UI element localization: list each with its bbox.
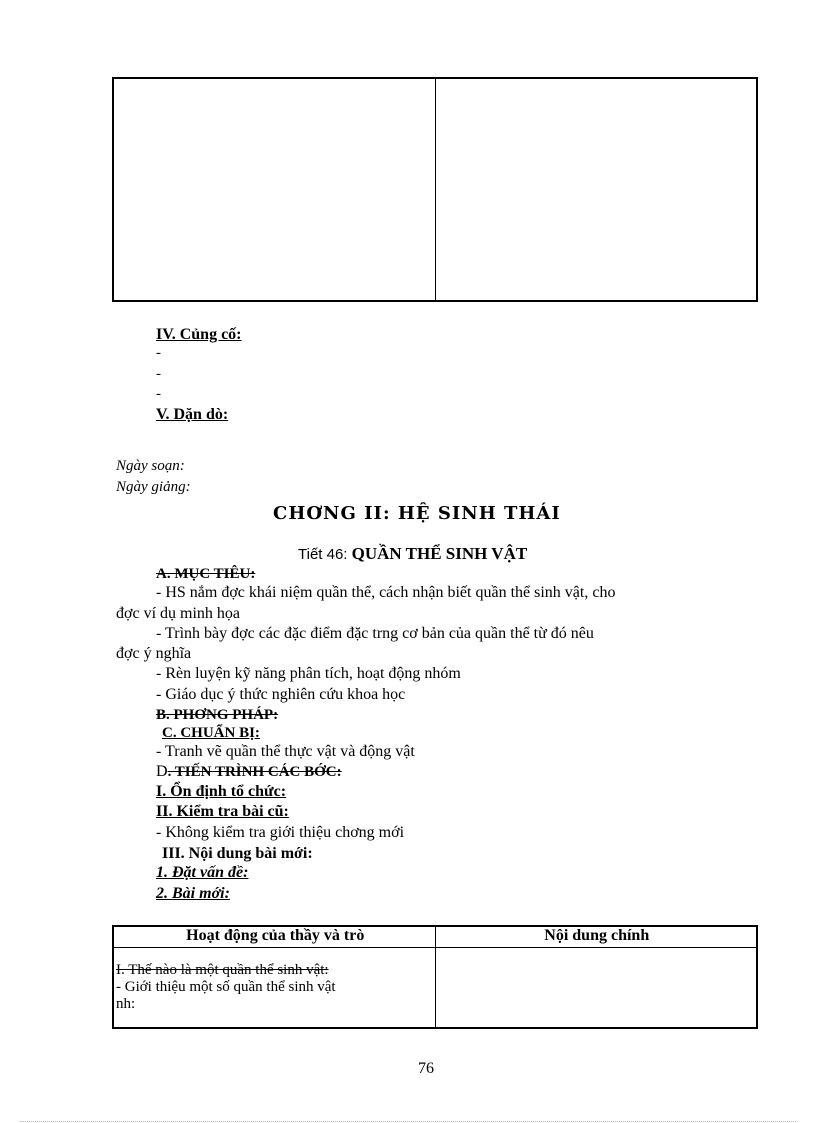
section-cung-co: IV. Củng cố: [156,326,242,343]
section-dan-do: V. Dặn dò: [156,406,229,423]
lesson-title [298,544,527,564]
tien-trinh-title: . TIẾN TRÌNH CÁC BỚC: [167,764,342,780]
page-number: 76 [418,1060,434,1077]
heading-tien-trinh [156,763,342,781]
tien-trinh-prefix: D [156,763,168,780]
date-soan: Ngày soạn: [116,458,185,474]
activity-line-1: I. Thế nào là một quần thể sinh vật: [116,962,329,978]
muc-tieu-line-3: - Rèn luyện kỹ năng phân tích, hoạt động nhóm [156,665,461,682]
activity-table [112,925,758,1029]
activity-line-2: - Giới thiệu một số quần thể sinh vật [116,979,336,995]
chapter-title: CHƠNG II: HỆ SINH THÁI [273,503,561,524]
date-giang: Ngày giảng: [116,479,191,495]
heading-chuan-bi: C. CHUẨN BỊ: [162,725,260,741]
heading-kiem-tra: II. Kiểm tra bài cũ: [156,803,289,820]
heading-bai-moi: 2. Bài mới: [156,885,230,902]
table-header-content: Nội dung chính [435,926,757,948]
muc-tieu-line-2: - Trình bày đợc các đặc điểm đặc trng cơ bản của quần thể từ đó nêu [156,625,594,642]
table-header-activity: Hoạt động của thầy và trò [113,926,435,948]
dash-2: - [156,366,161,382]
table-cell-activity [113,948,435,1029]
top-table-right-cell [436,79,757,300]
table-cell-content [435,948,757,1029]
table-header-row [113,926,757,948]
lesson-name: QUẦN THỂ SINH VẬT [351,544,528,563]
chuan-bi-line: - Tranh vẽ quần thể thực vật và động vật [156,743,415,760]
top-table-left-cell [114,79,436,300]
muc-tieu-line-2b: đợc ý nghĩa [116,645,192,662]
lesson-prefix: Tiết 46: [298,546,352,563]
muc-tieu-line-1b: đợc ví dụ minh họa [116,605,240,622]
heading-on-dinh: I. Ổn định tổ chức: [156,783,287,800]
kiem-tra-line: - Không kiểm tra giới thiệu chơng mới [156,824,405,841]
heading-muc-tieu: A. MỤC TIÊU: [156,566,256,582]
heading-phuong-phap: B. PHƠNG PHÁP: [156,707,279,723]
page-bottom-divider [20,1121,796,1122]
muc-tieu-line-1: - HS nắm đợc khái niệm quần thể, cách nhận biết quần thể sinh vật, cho [156,584,616,601]
heading-dat-van-de: 1. Đặt vấn đề: [156,864,249,881]
activity-line-3: nh: [116,996,136,1012]
top-table [112,77,758,302]
dash-3: - [156,386,161,402]
table-row [113,948,757,1029]
heading-noi-dung: III. Nội dung bài mới: [162,845,313,862]
dash-1: - [156,345,161,361]
muc-tieu-line-4: - Giáo dục ý thức nghiên cứu khoa học [156,686,406,703]
